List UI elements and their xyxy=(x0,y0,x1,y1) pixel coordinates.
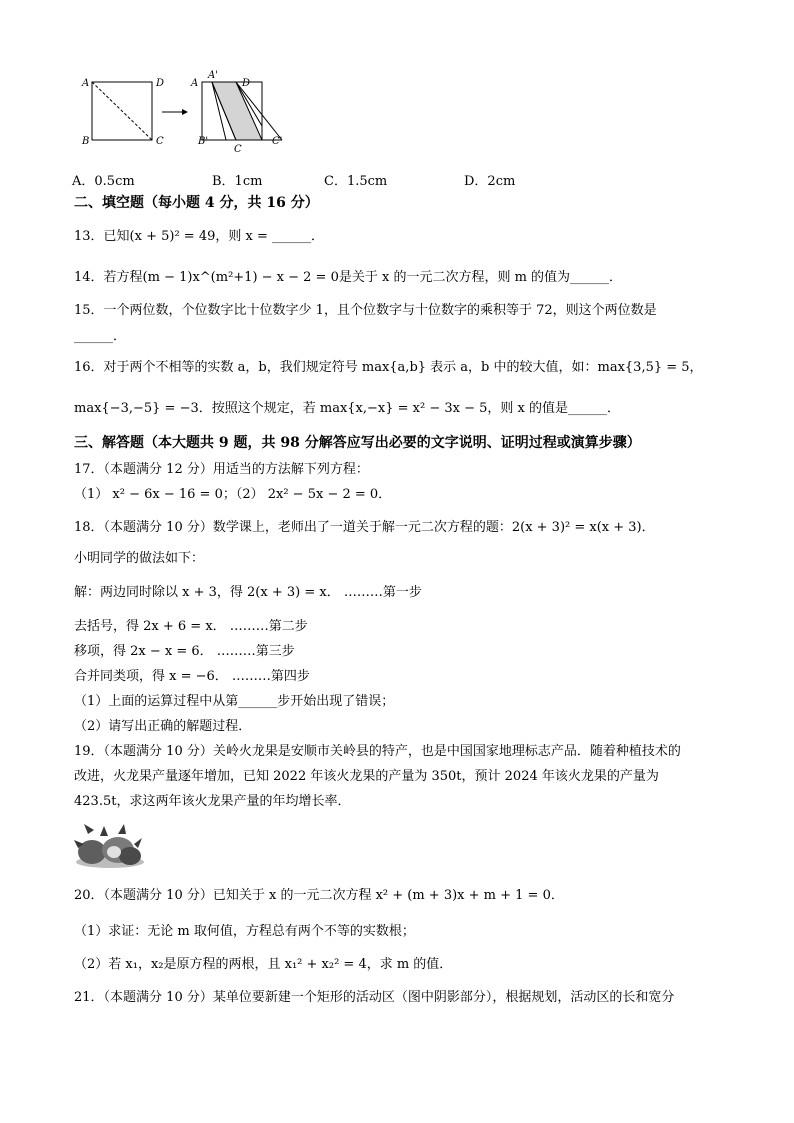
question-19-line3: 423.5t，求这两年该火龙果产量的年均增长率． xyxy=(74,794,351,809)
question-18-step2: 去括号，得 2x + 6 = x． ………第二步 xyxy=(74,619,308,634)
option-d: D．2cm xyxy=(464,174,516,189)
section2-title: 二、填空题（每小题 4 分，共 16 分） xyxy=(74,195,319,211)
label-b-prime: B' xyxy=(198,136,209,147)
diagonal-ac xyxy=(92,82,152,140)
label-a2: A xyxy=(191,78,199,89)
question-20-part2: （2）若 x₁，x₂是原方程的两根，且 x₁² + x₂² = 4，求 m 的值． xyxy=(74,957,453,972)
question-18-intro: 小明同学的做法如下： xyxy=(74,551,205,566)
option-b: B．1cm xyxy=(212,174,263,189)
question-19-line2: 改进，火龙果产量逐年增加，已知 2022 年该火龙果的产量为 350t，预计 2024 年该火龙果的产量为 xyxy=(74,769,659,784)
question-18-step1: 解：两边同时除以 x + 3，得 2(x + 3) = x． ………第一步 xyxy=(74,585,422,600)
question-17: 17．（本题满分 12 分）用适当的方法解下列方程： xyxy=(74,462,369,477)
label-d: D xyxy=(156,78,165,89)
question-20: 20．（本题满分 10 分）已知关于 x 的一元二次方程 x² + (m + 3)x + m + 1 = 0． xyxy=(74,888,564,903)
section3-title: 三、解答题（本大题共 9 题，共 98 分解答应写出必要的文字说明、证明过程或演算步骤） xyxy=(74,435,641,451)
question-21: 21．（本题满分 10 分）某单位要新建一个矩形的活动区（图中阴影部分），根据规划，活动区的长和宽分 xyxy=(74,990,675,1005)
label-c-prime: C' xyxy=(272,136,283,147)
question-18: 18．（本题满分 10 分）数学课上，老师出了一道关于解一元二次方程的题：2(x + 3)² = x(x + 3)． xyxy=(74,520,655,535)
label-c2: C xyxy=(234,144,242,155)
question-16-line2: max{−3,−5} = −3．按照这个规定，若 max{x,−x} = x² − 3x − 5，则 x 的值是______． xyxy=(74,401,620,416)
label-a: A xyxy=(82,78,90,89)
question-14: 14．若方程(m − 1)x^(m²+1) − x − 2 = 0是关于 x 的一元二次方程，则 m 的值为______． xyxy=(74,270,623,285)
arrow-head-icon xyxy=(182,109,188,115)
dragon-fruit-image xyxy=(74,818,146,870)
question-13: 13．已知(x + 5)² = 49，则 x = ______． xyxy=(74,229,324,244)
option-a: A．0.5cm xyxy=(72,174,135,189)
label-b: B xyxy=(82,136,90,147)
label-d2: D xyxy=(242,78,251,89)
question-18-part1: （1）上面的运算过程中从第______步开始出现了错误； xyxy=(74,694,395,709)
question-18-part2: （2）请写出正确的解题过程． xyxy=(74,719,252,734)
question-15-line2: ______． xyxy=(74,329,127,344)
question-18-step4: 合并同类项，得 x = −6． ………第四步 xyxy=(74,669,310,684)
question-19-line1: 19．（本题满分 10 分）关岭火龙果是安顺市关岭县的特产，也是中国国家地理标志产品．随着种植技术的 xyxy=(74,744,681,759)
question-18-step3: 移项，得 2x − x = 6． ………第三步 xyxy=(74,644,295,659)
label-c: C xyxy=(156,136,164,147)
question-17-equations: （1） x² − 6x − 16 = 0；（2） 2x² − 5x − 2 = 0． xyxy=(74,487,392,502)
geometry-figure xyxy=(78,68,318,168)
label-a-prime: A' xyxy=(208,70,218,81)
question-20-part1: （1）求证：无论 m 取何值，方程总有两个不等的实数根； xyxy=(74,924,415,939)
question-16-line1: 16．对于两个不相等的实数 a，b，我们规定符号 max{a,b} 表示 a，b 中的较大值，如：max{3,5} = 5， xyxy=(74,360,703,375)
option-c: C．1.5cm xyxy=(324,174,388,189)
question-15-line1: 15．一个两位数，个位数字比十位数字少 1，且个位数字与十位数字的乘积等于 72，则这个两位数是 xyxy=(74,303,657,318)
